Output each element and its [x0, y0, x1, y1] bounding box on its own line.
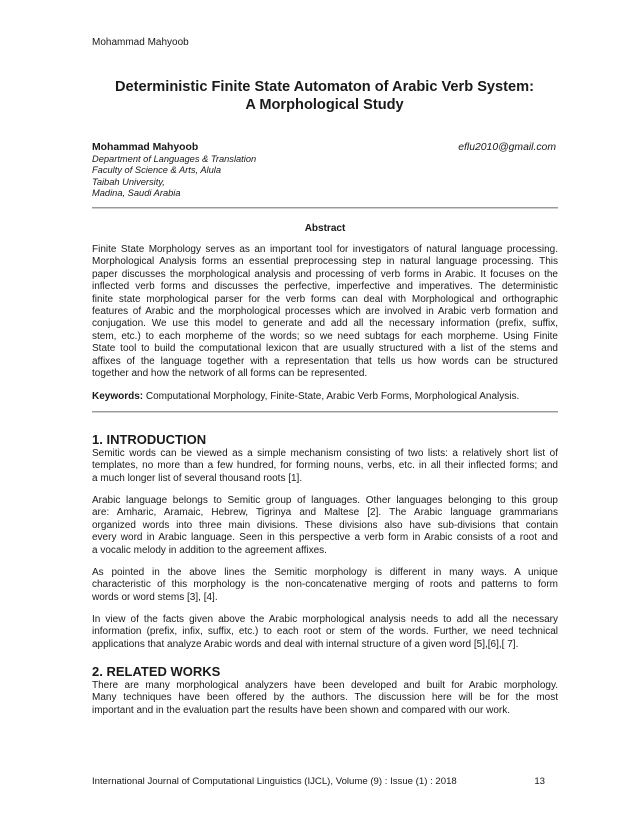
divider: [92, 411, 558, 413]
affiliation-line: Taibah University,: [92, 176, 165, 187]
author-name: Mohammad Mahyoob: [92, 142, 199, 153]
page-number: 13: [534, 776, 545, 787]
paragraph-line: There are many morphological analyzers have been developed and built for Arabic morphology.: [92, 680, 558, 691]
paragraph-line: a much longer list of several thousand roots [1].: [92, 472, 303, 484]
paragraph-line: a vocalic melody in addition to the agreement affixes.: [92, 544, 327, 556]
keywords-text: Computational Morphology, Finite-State, Arabic Verb Forms, Morphological Analysis.: [143, 391, 520, 402]
abstract-line: together and how the network of all forms can be represented.: [92, 367, 368, 379]
abstract-line: stem, etc.) to each morpheme of the words; so we need subtags for each morpheme. Using Finite: [92, 330, 558, 342]
abstract-line: inflected verb forms and discusses the perfective, imperfective and imperatives. The deterministic: [92, 281, 558, 293]
intro-paragraph: [92, 567, 558, 604]
paragraph-line: every word in Arabic language. Seen in this perspective a verb form in Arabic consists of a root and: [92, 532, 558, 544]
divider: [92, 207, 558, 209]
footer-journal: International Journal of Computational Linguistics (IJCL), Volume (9) : Issue (1) : 2018: [92, 776, 457, 787]
abstract-line: State tool to build the computational lexicon that are usually structured with a list of the stems and: [92, 343, 558, 355]
abstract-line: paper discusses the morphological analysis and processing of verb forms in Arabic. It focuses on the: [92, 268, 558, 280]
intro-paragraph: [92, 495, 558, 557]
abstract-line: conjugation. We use this model to generate and add all the necessary information (prefix, suffix,: [92, 318, 558, 330]
running-head: Mohammad Mahyoob: [92, 37, 189, 48]
abstract-line: affixes of the language together with a representation that tells us how words can be structured: [92, 355, 558, 367]
title-line: A Morphological Study: [245, 97, 404, 113]
paragraph-line: information (prefix, infix, suffix, etc.) to each root or stem of the words. Further, we need technical: [92, 626, 558, 638]
paragraph-line: As pointed in the above lines the Semitic morphology is different in many ways. A unique: [92, 567, 558, 578]
paper-title: [92, 78, 557, 114]
paragraph-line: Many techniques have been offered by the authors. The discussion here will be for the most: [92, 692, 558, 704]
paragraph-line: In view of the facts given above the Arabic morphological analysis needs to add all the necessary: [92, 614, 558, 625]
abstract-line: Finite State Morphology serves as an important tool for investigators of natural language processing.: [92, 244, 558, 255]
paragraph-line: important and in the evaluation part the results have been shown and compared with our work.: [92, 704, 511, 716]
paragraph-line: are: Amharic, Aramaic, Hebrew, Tigrinya and Maltese [2]. The Arabic language grammarians: [92, 507, 558, 519]
abstract-line: finite state morphological parser for the verb forms can deal with Morphological and orthographic: [92, 293, 558, 305]
page-footer: [92, 776, 545, 787]
title-line: Deterministic Finite State Automaton of Arabic Verb System:: [115, 79, 534, 95]
abstract-line: features of Arabic and the morphological processes which are involved in Arabic verb formation and: [92, 305, 558, 317]
intro-paragraph: [92, 614, 558, 651]
abstract-line: Morphological Analysis forms an essential preprocessing step in natural language processing. This: [92, 256, 558, 268]
keywords: [92, 391, 519, 402]
paragraph-line: characteristic of this morphology is the non-concatenative merging of roots and patterns to form: [92, 579, 558, 591]
abstract-body: [92, 244, 558, 380]
section-heading-introduction: 1. INTRODUCTION: [92, 432, 207, 447]
paragraph-line: Semitic words can be viewed as a simple mechanism consisting of two lists: a relatively short list of: [92, 448, 558, 459]
affiliation-line: Department of Languages & Translation: [92, 154, 257, 164]
paragraph-line: applications that analyze Arabic words and deal with internal structure of a given word [5],[6],[ 7].: [92, 638, 519, 650]
affiliation-line: Faculty of Science & Arts, Alula: [92, 165, 222, 176]
paragraph-line: templates, no more than a few hundred, for forming nouns, verbs, etc. in all their inflected forms; and: [92, 460, 558, 472]
paragraph-line: organized words into three main divisions. These divisions also have sub-divisions that contain: [92, 519, 558, 531]
related-works-paragraph: [92, 680, 558, 717]
author-email: eflu2010@gmail.com: [458, 142, 556, 153]
author-affiliation: [92, 154, 256, 199]
keywords-label: Keywords:: [92, 391, 144, 402]
paragraph-line: Arabic language belongs to Semitic group of languages. Other languages belonging to this group: [92, 495, 558, 506]
affiliation-line: Madina, Saudi Arabia: [92, 187, 181, 198]
intro-paragraph: [92, 448, 558, 485]
section-heading-related-works: 2. RELATED WORKS: [92, 664, 221, 679]
paragraph-line: words or word stems [3], [4].: [92, 591, 218, 603]
abstract-heading: Abstract: [304, 223, 346, 234]
